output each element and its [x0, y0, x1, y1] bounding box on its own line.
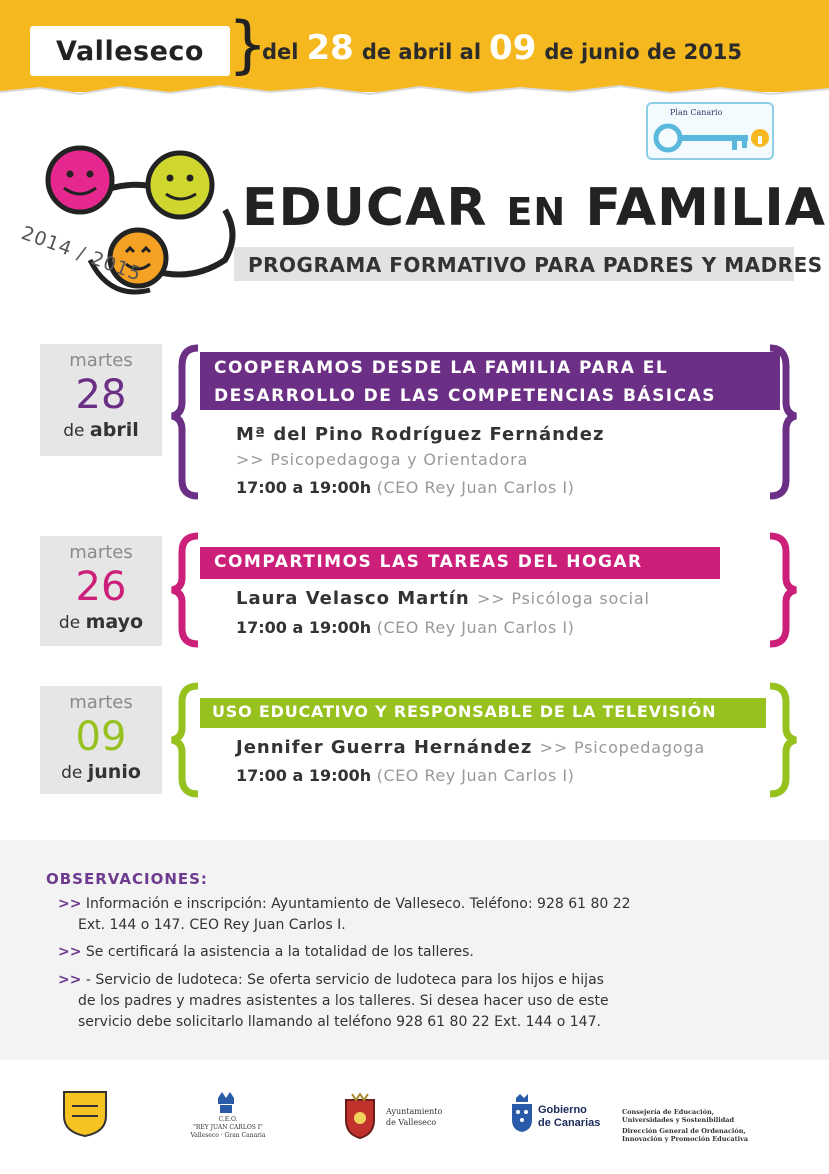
date-text-2: de abril al — [361, 40, 482, 64]
crown-crest-icon — [215, 1088, 237, 1114]
session-hours: 17:00 a 19:00h — [236, 478, 372, 497]
bullet-arrow-icon: >> — [58, 896, 82, 912]
session-weekday: martes — [69, 542, 133, 563]
date-text-1: del — [262, 40, 299, 64]
key-icon — [652, 118, 772, 158]
session-day: 28 — [75, 372, 127, 418]
coat-of-arms-icon — [342, 1092, 378, 1140]
date-text-3: de junio de 2015 — [544, 40, 743, 64]
observation-text: Información e inscripción: Ayuntamiento de Valleseco. Teléfono: 928 61 80 22 — [85, 896, 631, 912]
observation-text: Ext. 144 o 147. CEO Rey Juan Carlos I. — [78, 917, 346, 933]
session-day: 09 — [75, 714, 127, 760]
session-month: de junio — [61, 761, 141, 783]
consejeria-text: Consejería de Educación, Universidades y Sostenibilidad Dirección General de Ordenación, Innovación y Promoción Educativa — [622, 1108, 749, 1143]
plan-canario-logo — [646, 102, 774, 160]
observation-text: - Servicio de ludoteca: Se oferta servicio de ludoteca para los hijos e hijas — [85, 972, 604, 988]
session-month: de mayo — [58, 611, 144, 633]
session-role: >> Psicóloga social — [477, 589, 650, 608]
session-title-line: COOPERAMOS DESDE LA FAMILIA PARA EL — [214, 358, 669, 378]
observations-title: OBSERVACIONES: — [46, 870, 208, 888]
session-month: de abril — [63, 419, 139, 441]
observation-text: de los padres y madres asistentes a los talleres. Si desea hacer uso de este — [78, 993, 609, 1009]
session-venue: (CEO Rey Juan Carlos I) — [376, 618, 575, 637]
session-time — [236, 766, 574, 785]
plan-logo-text: Plan Canario — [670, 108, 723, 117]
speaker-name: Jennifer Guerra Hernández — [236, 737, 533, 758]
observation-text: Se certificará la asistencia a la totalidad de los talleres. — [85, 944, 474, 960]
page-title — [242, 178, 826, 238]
bullet-arrow-icon: >> — [58, 944, 82, 960]
observation-item — [58, 970, 788, 1033]
session-role: >> Psicopedagoga — [539, 738, 705, 757]
school-year: 2014 / 2015 — [18, 222, 145, 286]
date-start-day: 28 — [306, 28, 354, 68]
canarias-crest-icon — [510, 1094, 534, 1132]
ayuntamiento-logo-text: Ayuntamiento de Valleseco — [386, 1107, 443, 1127]
session-venue: (CEO Rey Juan Carlos I) — [376, 766, 575, 785]
brace-icon: } — [228, 8, 268, 81]
gobierno-logo-text: Gobierno de Canarias — [538, 1104, 601, 1129]
session-speaker: Mª del Pino Rodríguez Fernández — [236, 424, 605, 445]
date-range — [262, 28, 742, 68]
session-title-line: COMPARTIMOS LAS TAREAS DEL HOGAR — [214, 552, 643, 572]
session-speaker — [236, 588, 650, 609]
session-title — [200, 352, 780, 410]
session-title — [200, 698, 766, 728]
session-hours: 17:00 a 19:00h — [236, 766, 372, 785]
session-weekday: martes — [69, 692, 133, 713]
ceo-logo-text: C.E.O. "REY JUAN CARLOS I" Valleseco · Gran Canaria — [190, 1116, 266, 1139]
date-end-day: 09 — [489, 28, 537, 68]
session-title-line: DESARROLLO DE LAS COMPETENCIAS BÁSICAS — [214, 386, 717, 406]
session-title — [200, 547, 720, 579]
observation-item — [58, 894, 788, 936]
shield-icon — [60, 1086, 110, 1138]
session-time — [236, 618, 574, 637]
faces-logo — [30, 140, 250, 320]
session-hours: 17:00 a 19:00h — [236, 618, 372, 637]
session-day: 26 — [75, 564, 127, 610]
observation-item — [58, 942, 788, 963]
title-word-1: EDUCAR — [242, 178, 488, 238]
session-date-box — [40, 344, 162, 456]
title-word-2: EN — [506, 190, 567, 234]
town-label-box — [30, 26, 230, 76]
session-weekday: martes — [69, 350, 133, 371]
session-time — [236, 478, 574, 497]
session-title-line: USO EDUCATIVO Y RESPONSABLE DE LA TELEVISIÓN — [212, 702, 717, 721]
session-speaker — [236, 737, 705, 758]
page-subtitle: PROGRAMA FORMATIVO PARA PADRES Y MADRES — [248, 253, 823, 277]
title-word-3: FAMILIA — [585, 178, 826, 238]
session-date-box — [40, 686, 162, 794]
speaker-name: Laura Velasco Martín — [236, 588, 470, 609]
session-venue: (CEO Rey Juan Carlos I) — [376, 478, 575, 497]
session-role: >> Psicopedagoga y Orientadora — [236, 450, 529, 469]
town-name: Valleseco — [56, 35, 204, 67]
observation-text: servicio debe solicitarlo llamando al teléfono 928 61 80 22 Ext. 144 o 147. — [78, 1014, 601, 1030]
bullet-arrow-icon: >> — [58, 972, 82, 988]
session-date-box — [40, 536, 162, 646]
